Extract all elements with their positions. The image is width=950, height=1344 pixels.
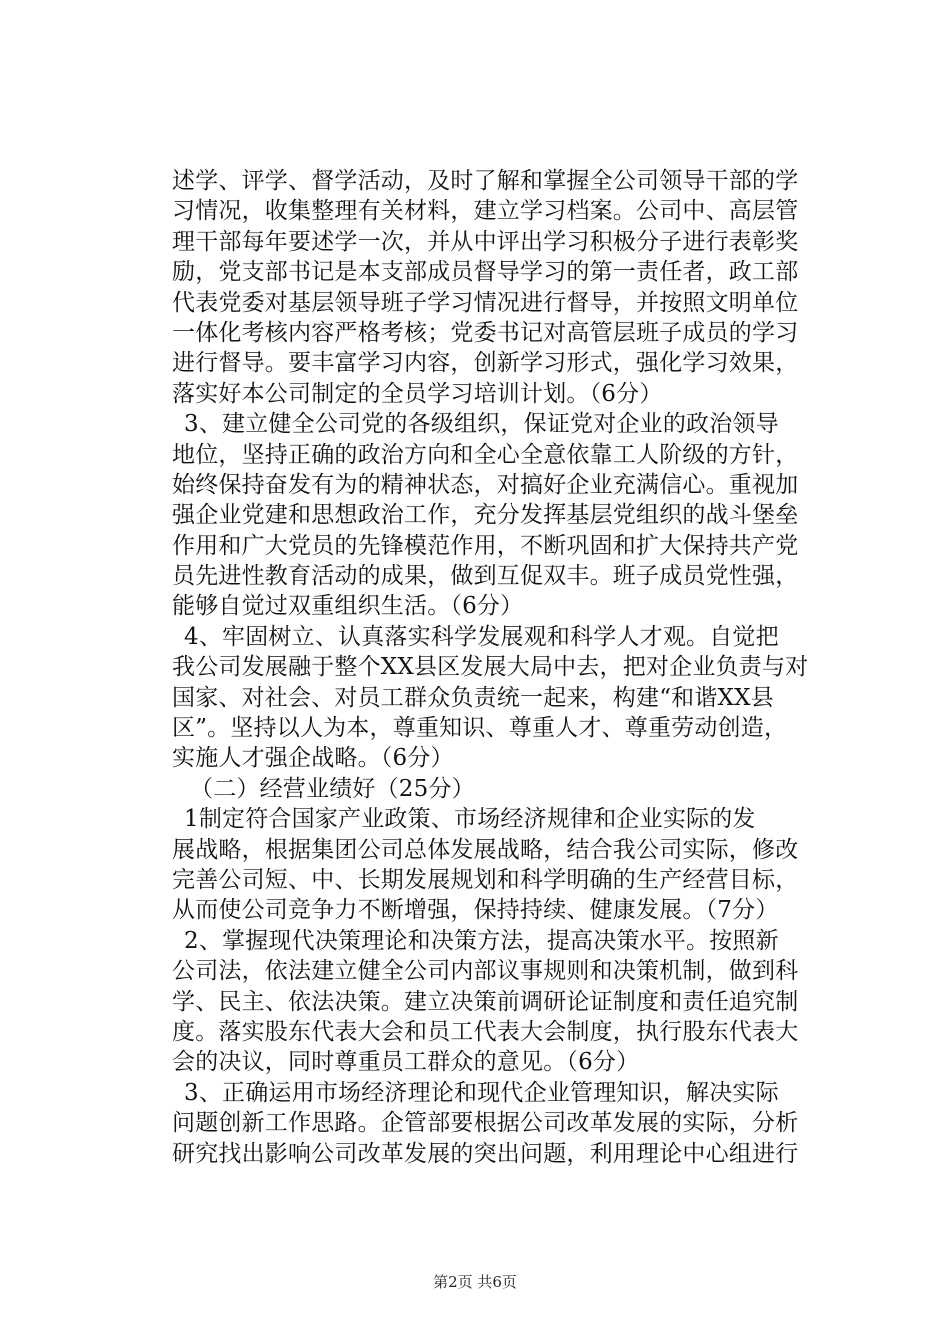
text-line: 员先进性教育活动的成果，做到互促双丰。班子成员党性强， — [172, 563, 799, 590]
text-line: 落实好本公司制定的全员学习培训计划。（6分） — [172, 380, 663, 407]
document-body — [172, 166, 832, 1169]
text-line: 励，党支部书记是本支部成员督导学习的第一责任者，政工部 — [172, 259, 799, 286]
text-line: 进行督导。要丰富学习内容，创新学习形式，强化学习效果， — [172, 350, 799, 377]
text-line: 述学、评学、督学活动，及时了解和掌握全公司领导干部的学 — [172, 168, 799, 194]
text-line: 问题创新工作思路。企管部要根据公司改革发展的实际，分析 — [172, 1110, 799, 1137]
text-line: 始终保持奋发有为的精神状态，对搞好企业充满信心。重视加 — [172, 471, 799, 498]
text-line: 地位，坚持正确的政治方向和全心全意依靠工人阶级的方针， — [172, 441, 799, 468]
text-line: 从而使公司竞争力不断增强，保持持续、健康发展。（7分） — [172, 897, 779, 924]
paragraph-start-line: 1制定符合国家产业政策、市场经济规律和企业实际的发 — [184, 806, 756, 833]
text-line: 代表党委对基层领导班子学习情况进行督导，并按照文明单位 — [172, 289, 799, 316]
paragraph-start-line: 3、建立健全公司党的各级组织，保证党对企业的政治领导 — [184, 411, 779, 438]
text-line: 我公司发展融于整个XX县区发展大局中去，把对企业负责与对 — [172, 654, 809, 681]
text-line: 度。落实股东代表大会和员工代表大会制度，执行股东代表大 — [172, 1018, 799, 1045]
text-line: 研究找出影响公司改革发展的突出问题，利用理论中心组进行 — [172, 1140, 799, 1167]
text-line: 展战略，根据集团公司总体发展战略，结合我公司实际，修改 — [172, 836, 799, 863]
text-line: 学、民主、依法决策。建立决策前调研论证制度和责任追究制 — [172, 988, 799, 1015]
text-line: 会的决议，同时尊重员工群众的意见。（6分） — [172, 1049, 640, 1076]
page-number-footer: 第2页 共6页 — [433, 1273, 517, 1291]
text-line: 强企业党建和思想政治工作，充分发挥基层党组织的战斗堡垒 — [172, 502, 799, 529]
text-line: 区”。坚持以人为本，尊重知识、尊重人才、尊重劳动创造， — [172, 715, 788, 742]
text-line: 国家、对社会、对员工群众负责统一起来，构建“和谐XX县 — [172, 684, 774, 711]
text-line: 理干部每年要述学一次，并从中评出学习积极分子进行表彰奖 — [172, 228, 799, 255]
text-line: 作用和广大党员的先锋模范作用，不断巩固和扩大保持共产党 — [172, 532, 799, 559]
text-line: 完善公司短、中、长期发展规划和科学明确的生产经营目标， — [172, 866, 799, 893]
section-heading: （二）经营业绩好（25分） — [190, 775, 475, 802]
paragraph-start-line: 3、正确运用市场经济理论和现代企业管理知识，解决实际 — [184, 1079, 779, 1106]
text-line: 习情况，收集整理有关材料，建立学习档案。公司中、高层管 — [172, 198, 799, 225]
paragraph-start-line: 2、掌握现代决策理论和决策方法，提高决策水平。按照新 — [184, 927, 779, 954]
text-line: 实施人才强企战略。（6分） — [172, 745, 454, 772]
text-line: 公司法，依法建立健全公司内部议事规则和决策机制，做到科 — [172, 958, 799, 985]
text-line: 一体化考核内容严格考核；党委书记对高管层班子成员的学习 — [172, 319, 799, 346]
paragraph-start-line: 4、牢固树立、认真落实科学发展观和科学人才观。自觉把 — [184, 623, 779, 650]
text-line: 能够自觉过双重组织生活。（6分） — [172, 593, 524, 620]
